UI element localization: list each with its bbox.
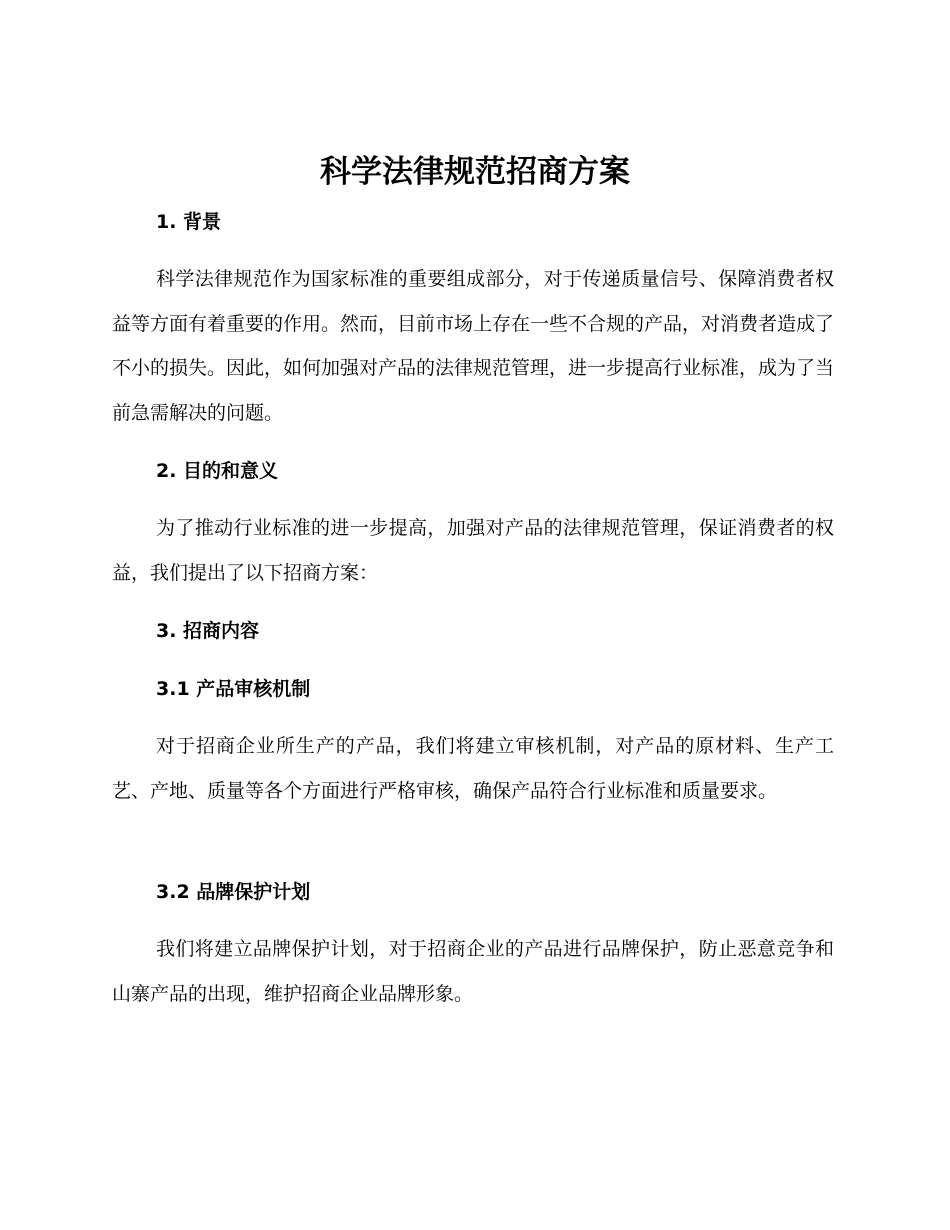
section-heading-background: 1. 背景 bbox=[156, 211, 222, 233]
section-paragraph-brand-protection: 我们将建立品牌保护计划，对于招商企业的产品进行品牌保护，防止恶意竞争和山寨产品的出现，维护招商企业品牌形象。 bbox=[112, 938, 834, 1005]
section-paragraph-review-mechanism: 对于招商企业所生产的产品，我们将建立审核机制，对产品的原材料、生产工艺、产地、质量等各个方面进行严格审核，确保产品符合行业标准和质量要求。 bbox=[112, 735, 834, 802]
section-heading-brand-protection: 3.2 品牌保护计划 bbox=[156, 881, 311, 903]
section-heading-purpose: 2. 目的和意义 bbox=[156, 460, 279, 482]
section-paragraph-background: 科学法律规范作为国家标准的重要组成部分，对于传递质量信号、保障消费者权益等方面有着重要的作用。然而，目前市场上存在一些不合规的产品，对消费者造成了不小的损失。因此，如何加强对产品的法律规范管理，进一步提高行业标准，成为了当前急需解决的问题。 bbox=[112, 268, 835, 425]
document-title: 科学法律规范招商方案 bbox=[320, 154, 630, 190]
section-heading-content: 3. 招商内容 bbox=[156, 620, 260, 642]
section-heading-review-mechanism: 3.1 产品审核机制 bbox=[156, 678, 311, 700]
section-paragraph-purpose: 为了推动行业标准的进一步提高，加强对产品的法律规范管理，保证消费者的权益，我们提出了以下招商方案： bbox=[112, 517, 834, 584]
